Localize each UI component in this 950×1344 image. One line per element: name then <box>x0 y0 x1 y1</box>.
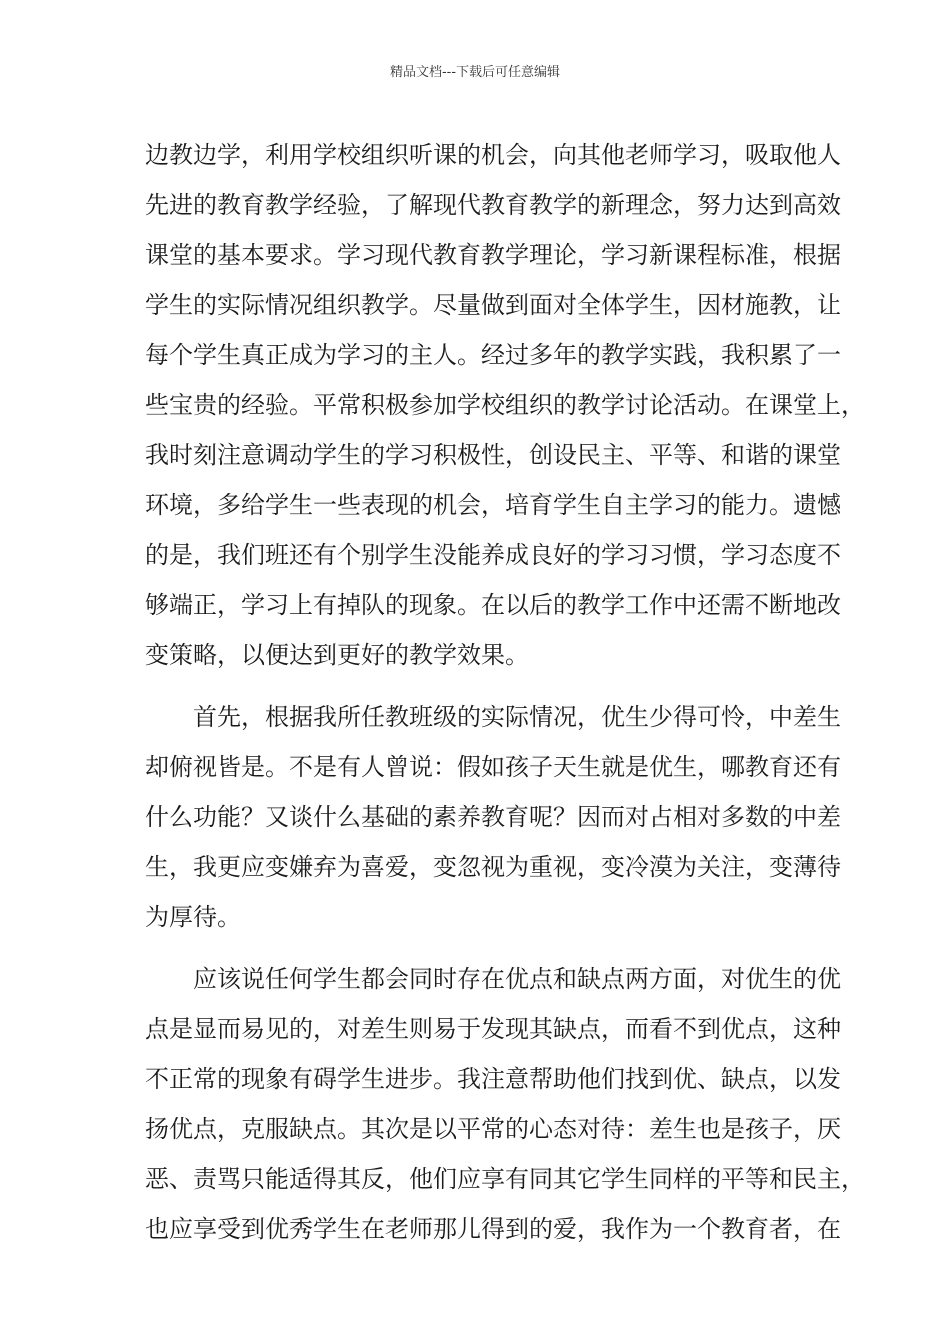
paragraph <box>145 130 865 680</box>
text-line: 点是显而易见的，对差生则易于发现其缺点，而看不到优点，这种 <box>145 1015 841 1043</box>
text-line: 什么功能？又谈什么基础的素养教育呢？因而对占相对多数的中差 <box>145 803 841 831</box>
text-line: 环境，多给学生一些表现的机会，培育学生自主学习的能力。遗憾 <box>145 491 841 519</box>
text-line: 首先，根据我所任教班级的实际情况，优生少得可怜，中差生 <box>193 703 841 731</box>
paragraph-gap <box>145 942 815 954</box>
text-line: 先进的教育教学经验，了解现代教育教学的新理念，努力达到高效 <box>145 191 841 219</box>
text-line: 生，我更应变嫌弃为喜爱，变忽视为重视，变冷漠为关注，变薄待 <box>145 853 841 881</box>
text-line: 扬优点，克服缺点。其次是以平常的心态对待：差生也是孩子，厌 <box>145 1115 841 1143</box>
text-line: 不正常的现象有碍学生进步。我注意帮助他们找到优、缺点，以发 <box>145 1065 841 1093</box>
text-line: 每个学生真正成为学习的主人。经过多年的教学实践，我积累了一 <box>145 341 841 369</box>
text-line: 应该说任何学生都会同时存在优点和缺点两方面，对优生的优 <box>193 965 841 993</box>
text-line: 够端正，学习上有掉队的现象。在以后的教学工作中还需不断地改 <box>145 591 841 619</box>
text-line: 为厚待。 <box>145 903 241 931</box>
page-header: 精品文档---下载后可任意编辑 <box>389 65 561 80</box>
text-line: 也应享受到优秀学生在老师那儿得到的爱，我作为一个教育者，在 <box>145 1215 841 1243</box>
text-line: 变策略，以便达到更好的教学效果。 <box>145 641 529 669</box>
text-line: 边教边学，利用学校组织听课的机会，向其他老师学习，吸取他人 <box>145 141 841 169</box>
text-line: 课堂的基本要求。学习现代教育教学理论，学习新课程标准，根据 <box>145 241 841 269</box>
text-line: 我时刻注意调动学生的学习积极性，创设民主、平等、和谐的课堂 <box>145 441 841 469</box>
text-line: 恶、责骂只能适得其反，他们应享有同其它学生同样的平等和民主， <box>145 1165 865 1193</box>
text-line: 却俯视皆是。不是有人曾说：假如孩子天生就是优生，哪教育还有 <box>145 753 841 781</box>
paragraph <box>145 692 841 942</box>
paragraph-gap <box>145 680 815 692</box>
text-line: 学生的实际情况组织教学。尽量做到面对全体学生，因材施教，让 <box>145 291 841 319</box>
paragraph <box>145 954 865 1254</box>
text-line: 的是，我们班还有个别学生没能养成良好的学习习惯，学习态度不 <box>145 541 841 569</box>
text-line: 些宝贵的经验。平常积极参加学校组织的教学讨论活动。在课堂上， <box>145 391 865 419</box>
document-body <box>145 130 865 1254</box>
